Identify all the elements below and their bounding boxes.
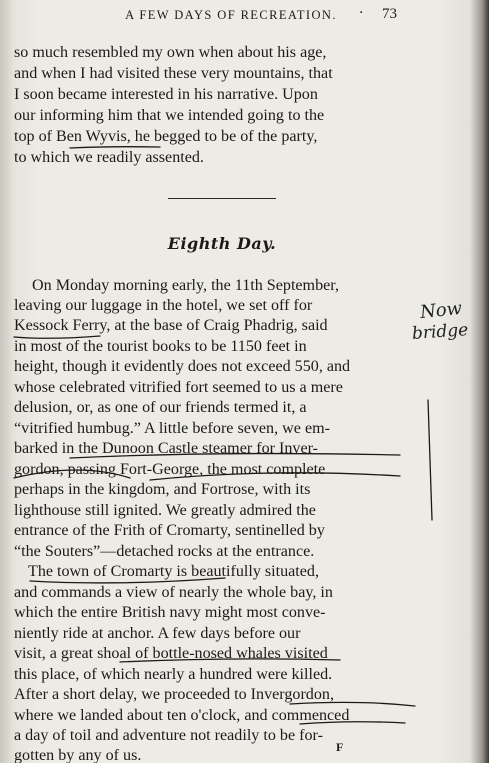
text-line: The town of Cromarty is beautifully situated, xyxy=(28,563,319,580)
text-line: gotten by any of us. xyxy=(14,747,142,763)
margin-note-line: bridge xyxy=(411,320,469,344)
text-line: which the entire British navy might most conve- xyxy=(14,604,326,621)
text-line: perhaps in the kingdom, and Fortrose, with its xyxy=(14,481,311,498)
running-title: A FEW DAYS OF RECREATION. xyxy=(125,8,337,22)
text-line: barked in the Dunoon Castle steamer for Inver- xyxy=(14,440,319,457)
text-line: this place, of which nearly a hundred were killed. xyxy=(14,666,333,683)
text-line: and when I had visited these very mountains, that xyxy=(14,65,333,82)
text-line: delusion, or, as one of our friends termed it, a xyxy=(14,399,307,416)
text-line: I soon became interested in his narrative. Upon xyxy=(14,86,318,103)
text-line: whose celebrated vitrified fort seemed to us a mere xyxy=(14,379,343,396)
text-line: lighthouse still ignited. We greatly admired the xyxy=(14,502,316,519)
text-line: Kessock Ferry, at the base of Craig Phadrig, said xyxy=(14,317,328,334)
header-dot: · xyxy=(359,5,364,21)
text-line: in most of the tourist books to be 1150 feet in xyxy=(14,338,307,355)
text-line: height, though it evidently does not exceed 550, and xyxy=(14,358,351,375)
text-line: gordon, passing Fort-George, the most complete xyxy=(14,461,326,478)
text-line: and commands a view of nearly the whole bay, in xyxy=(14,584,333,601)
text-line: to which we readily assented. xyxy=(14,149,204,166)
text-line: “vitrified humbug.” A little before seven, we em- xyxy=(14,420,330,437)
text-line: top of Ben Wyvis, he begged to be of the party, xyxy=(14,128,318,145)
text-line: entrance of the Frith of Cromarty, sentinelled by xyxy=(14,522,325,539)
text-line: so much resembled my own when about his age, xyxy=(14,44,327,61)
section-heading: Eighth Day. xyxy=(167,234,277,253)
section-divider xyxy=(168,198,276,199)
text-line: where we landed about ten o'clock, and commenced xyxy=(14,707,350,724)
text-line: leaving our luggage in the hotel, we set off for xyxy=(14,297,313,314)
text-line: niently ride at anchor. A few days before our xyxy=(14,625,301,642)
text-line: our informing him that we intended going to the xyxy=(14,107,325,124)
text-line: a day of toil and adventure not readily to be for- xyxy=(14,727,323,744)
text-line: After a short delay, we proceeded to Invergordon, xyxy=(14,686,334,703)
margin-pencil-mark xyxy=(428,400,432,520)
signature-mark: F xyxy=(336,740,344,754)
text-line: On Monday morning early, the 11th September, xyxy=(32,277,340,294)
page-number: 73 xyxy=(382,6,397,22)
text-line: “the Souters”—detached rocks at the entrance. xyxy=(14,543,315,560)
margin-note-line: Now xyxy=(419,297,463,324)
text-line: visit, a great shoal of bottle-nosed whales visited xyxy=(14,645,328,662)
